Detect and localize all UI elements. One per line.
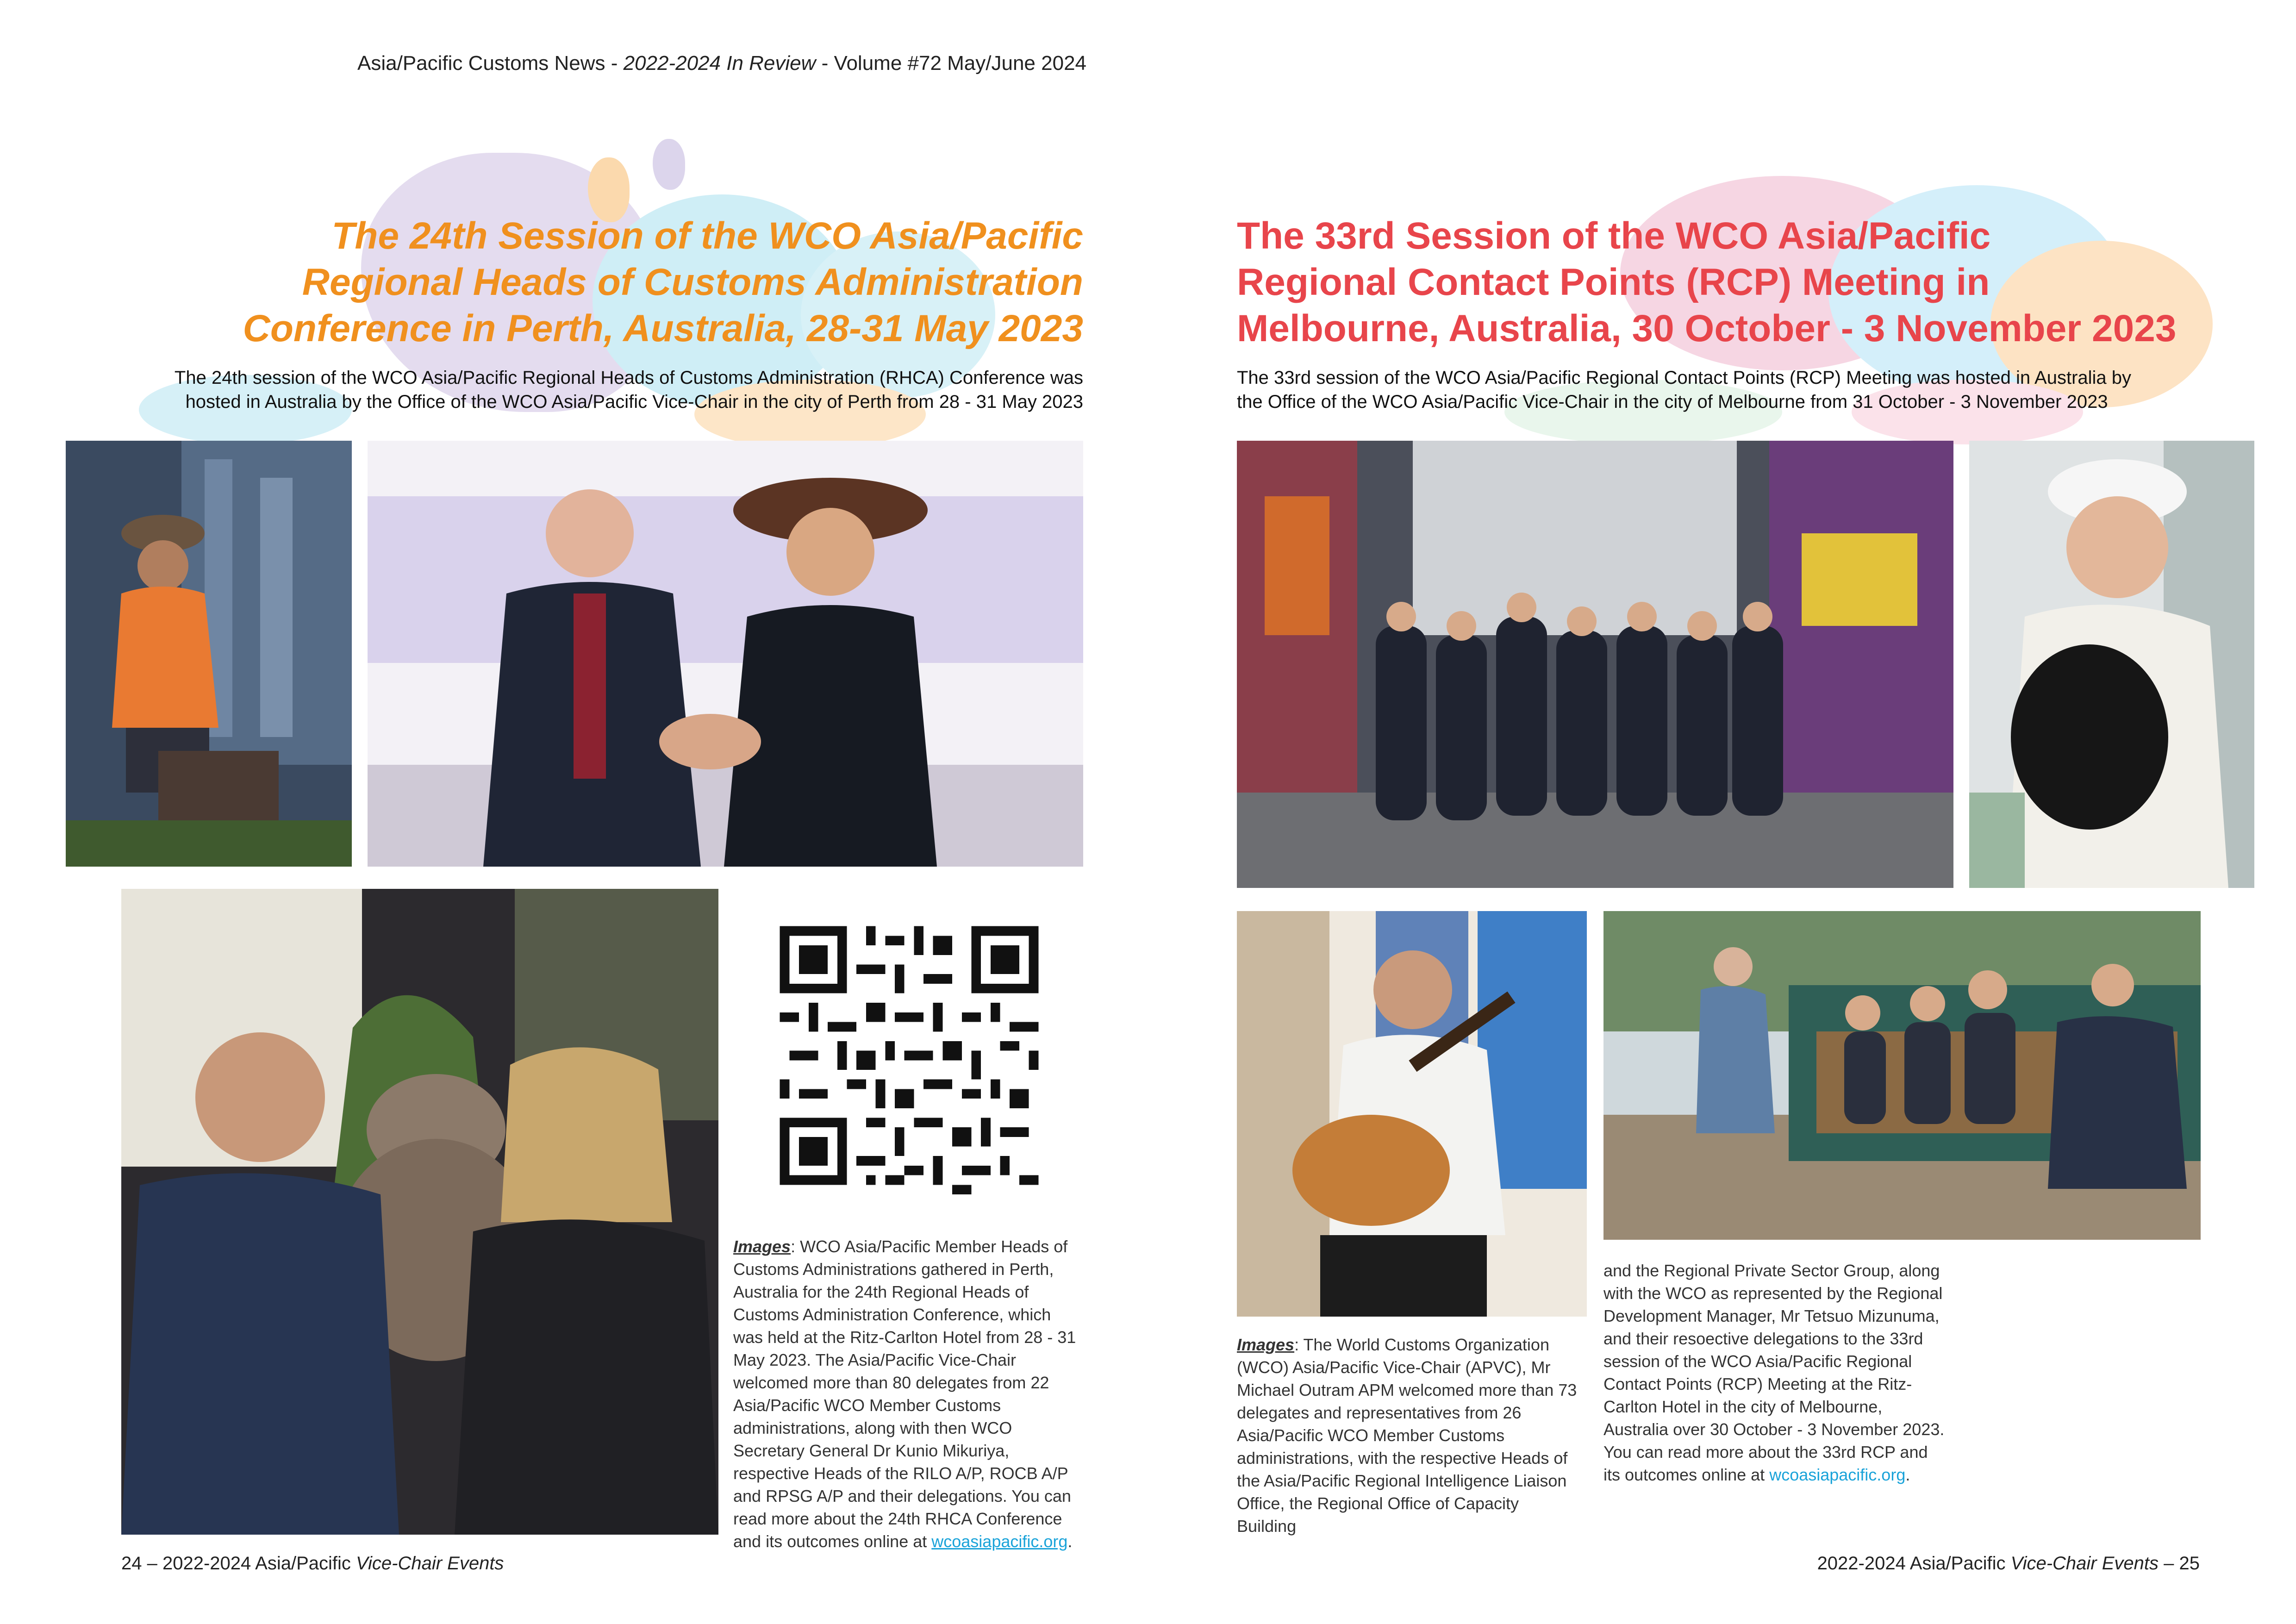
right-article-title — [1237, 213, 2255, 352]
left-page-footer: 24 – 2022-2024 Asia/Pacific Vice-Chair Events — [121, 1553, 504, 1574]
decorative-splash — [653, 139, 685, 190]
intro-line: The 33rd session of the WCO Asia/Pacific Regional Contact Points (RCP) Meeting was hosted in Australia by — [1237, 368, 2132, 388]
page-number: 24 — [121, 1553, 142, 1574]
title-line: Conference in Perth, Australia, 28-31 May 2023 — [243, 307, 1083, 350]
qr-code[interactable] — [770, 917, 1048, 1194]
website-link[interactable]: wcoasiapacific.org — [931, 1532, 1068, 1551]
caption-text: : WCO Asia/Pacific Member Heads of Customs Administrations gathered in Perth, Australia for the 24th Regional Heads of Customs Administration Conference, which was held at the Ritz-Carlton Hotel from 28 - 31 May 2023. The Asia/Pacific Vice-Chair welcomed more than 80 delegates from 22 Asia/Pacific WCO Member Customs administrations, along with then WCO Secretary General Dr Kunio Mikuriya, respective Heads of the RILO A/P, ROCB A/P and RPSG A/P and their delegations. You can read more about the 24th RHCA Conference and its outcomes online at — [733, 1237, 1076, 1551]
caption-text: and the Regional Private Sector Group, along with the WCO as represented by the Regional Development Manager, Mr Tetsuo Mizunuma, and their resoective delegations to the 33rd session of the WCO Asia/Pacific Regional Contact Points (RCP) Meeting at the Ritz-Carlton Hotel in the city of Melbourne, Australia over 30 October - 3 November 2023. You can read more about the 33rd RCP and its outcomes online at — [1603, 1261, 1945, 1484]
left-images-caption: Images: WCO Asia/Pacific Member Heads of Customs Administrations gathered in Perth, Australia for the 24th Regional Heads of Customs Administration Conference, which was held at the Ritz-Carlton Hotel from 28 - 31 May 2023. The Asia/Pacific Vice-Chair welcomed more than 80 delegates from 22 Asia/Pacific WCO Member Customs administrations, along with then WCO Secretary General Dr Kunio Mikuriya, respective Heads of the RILO A/P, ROCB A/P and RPSG A/P and their delegations. You can read more about the 24th RHCA Conference and its outcomes online at wcoasiapacific.org. — [733, 1237, 1076, 1551]
photo-smoking-ceremony — [66, 441, 352, 867]
decorative-splash — [588, 157, 630, 222]
title-line: The 33rd Session of the WCO Asia/Pacific — [1237, 215, 1991, 257]
caption-label: Images — [1237, 1335, 1295, 1354]
intro-line: hosted in Australia by the Office of the WCO Asia/Pacific Vice-Chair in the city of Perth from 28 - 31 May 2023 — [185, 392, 1083, 412]
title-line: Regional Contact Points (RCP) Meeting in — [1237, 261, 1990, 303]
running-header: Asia/Pacific Customs News - 2022-2024 In Review - Volume #72 May/June 2024 — [357, 52, 1087, 75]
photo-handshake — [368, 441, 1083, 867]
photo-train-ride — [1603, 911, 2201, 1240]
left-article-title — [93, 213, 1083, 352]
photo-graffiti-lane-group — [1237, 441, 1953, 888]
title-line: The 24th Session of the WCO Asia/Pacific — [331, 215, 1083, 257]
title-line: Regional Heads of Customs Administration — [302, 261, 1083, 303]
right-images-caption-col1 — [1237, 1333, 1579, 1537]
intro-line: The 24th session of the WCO Asia/Pacific Regional Heads of Customs Administration (RHCA) Conference was — [174, 368, 1083, 388]
caption-text: : The World Customs Organization (WCO) Asia/Pacific Vice-Chair (APVC), Mr Michael Outram APM welcomed more than 73 delegates and representatives from 26 Asia/Pacific WCO Member Customs administrations, with the respective Heads of the Asia/Pacific Regional Intelligence Liaison Office, the Regional Office of Capacity Building — [1237, 1335, 1577, 1536]
right-page-footer: 2022-2024 Asia/Pacific Vice-Chair Events – 25 — [1817, 1553, 2200, 1574]
caption-label: Images — [733, 1237, 791, 1256]
intro-line: the Office of the WCO Asia/Pacific Vice-Chair in the city of Melbourne from 31 October - 3 November 2023 — [1237, 392, 2108, 412]
right-images-caption-col2: and the Regional Private Sector Group, along with the WCO as represented by the Regional Development Manager, Mr Tetsuo Mizunuma, and their resoective delegations to the 33rd session of the WCO Asia/Pacific Regional Contact Points (RCP) Meeting at the Ritz-Carlton Hotel in the city of Melbourne, Australia over 30 October - 3 November 2023. You can read more about the 33rd RCP and its outcomes online at wcoasiapacific.org. — [1603, 1261, 1945, 1484]
website-link[interactable]: wcoasiapacific.org — [1769, 1465, 1906, 1484]
photo-guitarist — [1237, 911, 1587, 1317]
title-line: Melbourne, Australia, 30 October - 3 November 2023 — [1237, 307, 2177, 350]
page-number: 25 — [2179, 1553, 2200, 1574]
photo-puppy — [1969, 441, 2254, 888]
right-article-intro — [1237, 366, 2255, 414]
left-article-intro — [83, 366, 1083, 414]
photo-koala — [121, 889, 718, 1535]
